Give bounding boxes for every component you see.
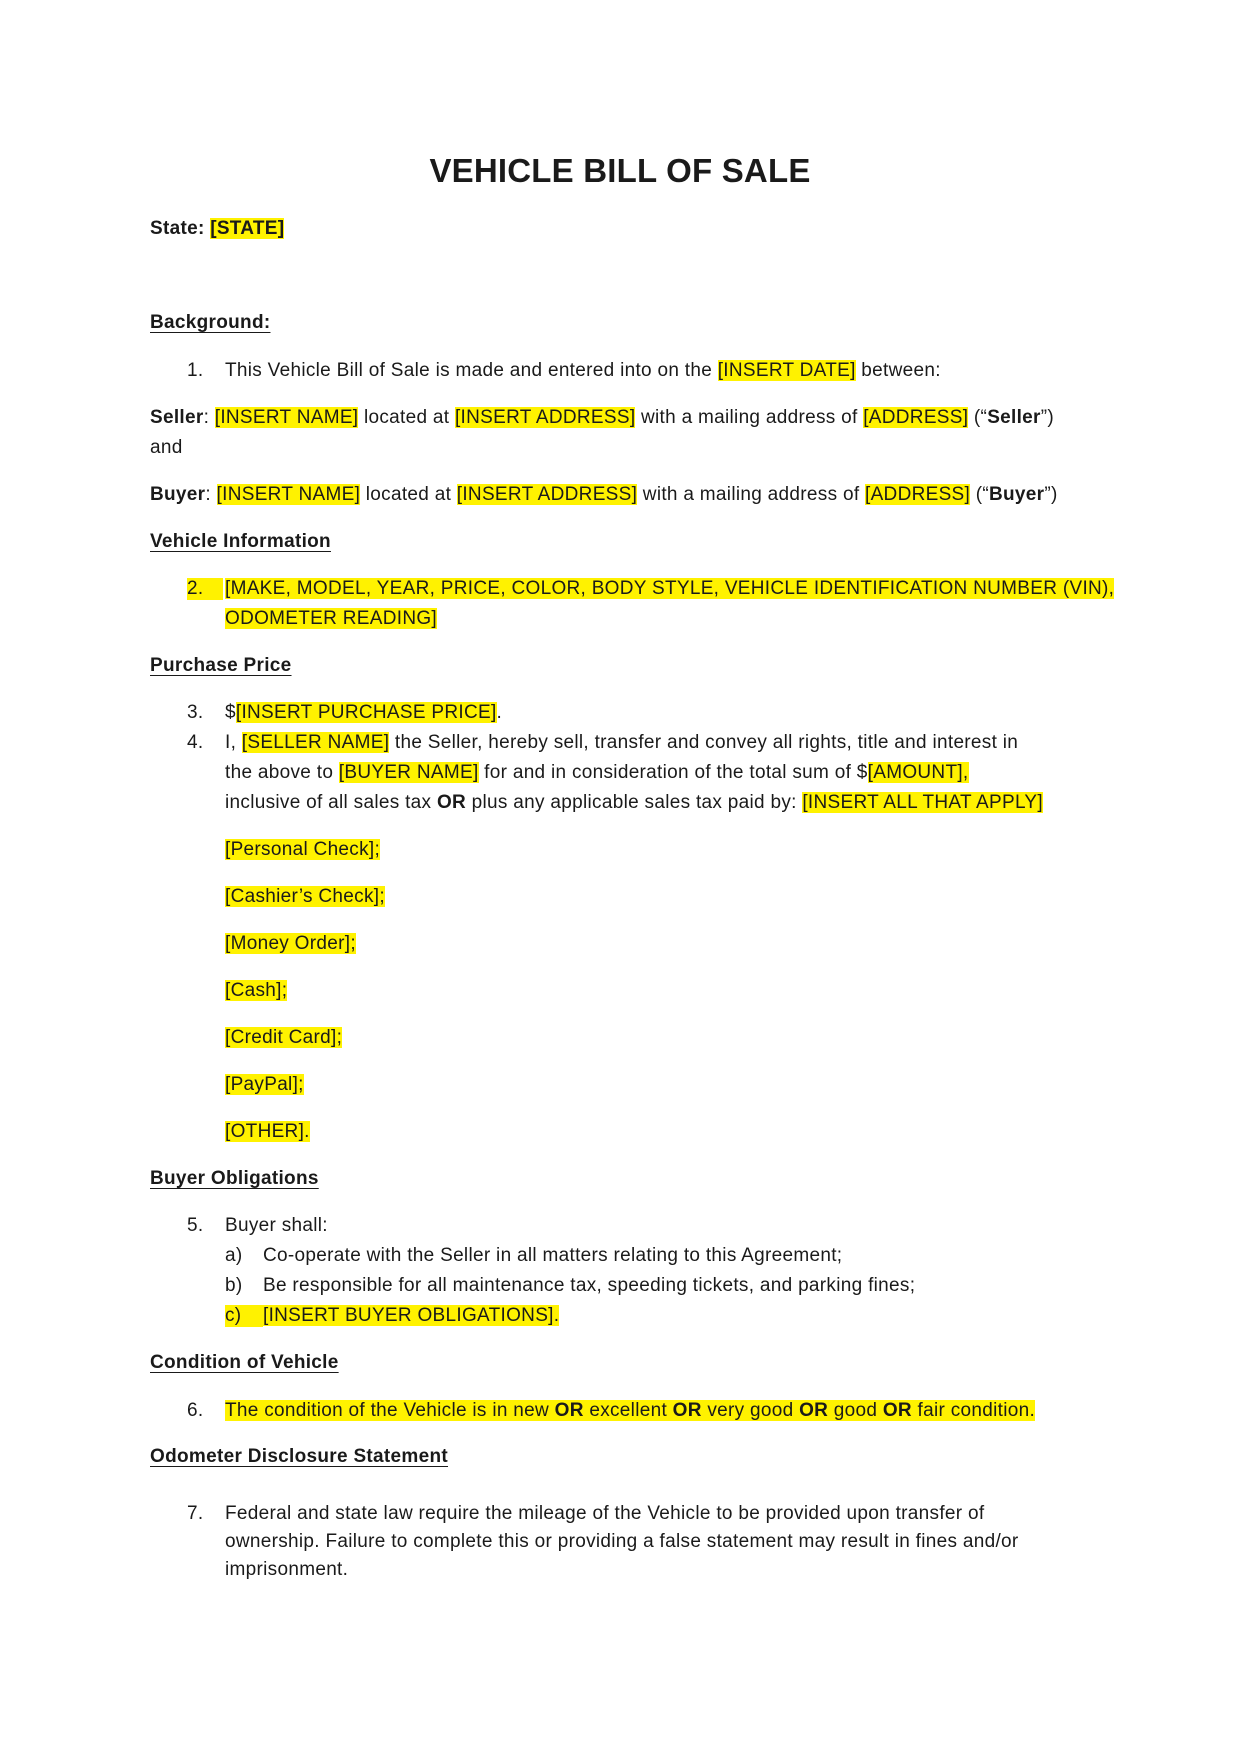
seller-colon: : [203,407,210,428]
payment-method-label: [Credit Card]; [225,1027,343,1048]
payment-method-label: [Money Order]; [225,933,356,954]
payment-method-money-order [225,933,356,955]
background-heading: Background: [150,312,271,333]
obligation-b-letter: b) [225,1275,243,1296]
buyer-shall-text: Buyer shall: [225,1215,328,1236]
condition-placeholder [225,1400,1035,1421]
purchase-price-heading: Purchase Price [150,655,292,676]
item-1-intro: This Vehicle Bill of Sale is made and entered into on the [225,360,713,381]
payment-method-label: [Cashier’s Check]; [225,886,385,907]
buyer-label: Buyer [150,484,206,505]
buyer-defined-term: Buyer [988,484,1045,505]
buyer-close-quote: ”) [1044,484,1058,505]
seller-defined-term: Seller [987,407,1041,428]
buyer-name-field: [BUYER NAME] [338,762,479,783]
condition-fair: fair condition. [917,1400,1036,1421]
odometer-text-line-1: Federal and state law require the mileage of the Vehicle to be provided upon transfer of [225,1503,985,1524]
seller-and: and [150,437,183,458]
state-line [150,218,284,240]
obligation-a-letter: a) [225,1245,243,1266]
insert-buyer-obligations-placeholder: [INSERT BUYER OBLIGATIONS]. [263,1305,560,1326]
item-4-conveyance-text: the Seller, hereby sell, transfer and convey all rights, title and interest in [394,732,1019,753]
item-number-1: 1. [187,360,204,381]
obligation-b-text: Be responsible for all maintenance tax, speeding tickets, and parking fines; [263,1275,916,1296]
condition-excellent: excellent [589,1400,668,1421]
item-number-4: 4. [187,732,204,753]
purchase-price-line [225,702,502,724]
seller-line [150,407,1054,429]
buyer-open-quote: (“ [975,484,989,505]
seller-name-placeholder: [INSERT NAME] [214,407,359,428]
buyer-mailing-placeholder: [ADDRESS] [865,484,971,505]
payment-method-label: [PayPal]; [225,1074,304,1095]
seller-open-quote: (“ [973,407,988,428]
condition-very-good: very good [707,1400,794,1421]
item-4-consideration-text: for and in consideration of the total sum of $ [484,762,868,783]
seller-name-field: [SELLER NAME] [241,732,390,753]
item-number-7: 7. [187,1503,204,1524]
insert-all-that-apply-placeholder: [INSERT ALL THAT APPLY] [802,792,1043,813]
payment-method-label: [Personal Check]; [225,839,381,860]
payment-method-cash [225,980,287,1002]
obligation-c-line [263,1305,559,1327]
purchase-price-placeholder: [INSERT PURCHASE PRICE] [235,702,497,723]
amount-placeholder: [AMOUNT], [867,762,969,783]
condition-new-text: The condition of the Vehicle is in new [225,1400,550,1421]
dollar-sign: $ [225,702,236,723]
condition-line [225,1400,1035,1422]
payment-method-label: [OTHER]. [225,1121,310,1142]
obligation-c-letter: c) [225,1305,263,1327]
item-4-i: I, [225,732,237,753]
buyer-located-at: located at [365,484,452,505]
vehicle-info-heading: Vehicle Information [150,531,331,552]
buyer-line [150,484,1058,506]
item-4-or: OR [436,792,467,813]
odometer-heading: Odometer Disclosure Statement [150,1446,449,1467]
seller-mailing-placeholder: [ADDRESS] [863,407,969,428]
condition-heading: Condition of Vehicle [150,1352,339,1373]
state-label: State: [150,218,205,239]
item-number-5: 5. [187,1215,204,1236]
item-4-above-to: the above to [225,762,334,783]
item-number-6: 6. [187,1400,204,1421]
condition-or-4: OR [882,1400,912,1421]
payment-method-personal-check [225,839,380,861]
item-4-paid-by-text: plus any applicable sales tax paid by: [471,792,797,813]
vehicle-details-line-1 [225,578,1114,600]
seller-located-at: located at [363,407,450,428]
condition-or-1: OR [554,1400,584,1421]
insert-date-placeholder: [INSERT DATE] [717,360,856,381]
item-4-sales-tax-text: inclusive of all sales tax [225,792,432,813]
odometer-text-line-3: imprisonment. [225,1559,349,1580]
condition-good: good [833,1400,878,1421]
buyer-mailing-text: with a mailing address of [642,484,860,505]
seller-close-quote: ”) [1040,407,1055,428]
item-number-2: 2. [187,578,223,600]
obligation-a-text: Co-operate with the Seller in all matters relating to this Agreement; [263,1245,843,1266]
payment-method-paypal [225,1074,304,1096]
item-1-text [225,360,941,382]
buyer-obligations-heading: Buyer Obligations [150,1168,319,1189]
condition-or-2: OR [672,1400,702,1421]
payment-method-label: [Cash]; [225,980,288,1001]
vehicle-details-placeholder-1: [MAKE, MODEL, YEAR, PRICE, COLOR, BODY STYLE, VEHICLE IDENTIFICATION NUMBER (VIN), [225,578,1115,599]
payment-method-credit-card [225,1027,342,1049]
item-4-line-2 [225,762,969,784]
item-1-between: between: [861,360,941,381]
payment-method-cashiers-check [225,886,385,908]
vehicle-details-placeholder-2: ODOMETER READING] [225,608,438,629]
condition-or-3: OR [799,1400,829,1421]
purchase-price-period: . [496,702,503,723]
buyer-colon: : [205,484,211,505]
seller-label: Seller [150,407,204,428]
payment-method-other [225,1121,310,1143]
state-placeholder: [STATE] [210,218,285,239]
buyer-name-placeholder: [INSERT NAME] [216,484,361,505]
seller-address-placeholder: [INSERT ADDRESS] [454,407,636,428]
item-4-line-3 [225,792,1043,814]
page-title: VEHICLE BILL OF SALE [429,152,811,189]
odometer-text-line-2: ownership. Failure to complete this or providing a false statement may result in fines and/or [225,1531,1019,1552]
buyer-address-placeholder: [INSERT ADDRESS] [456,484,638,505]
item-4-line-1 [225,732,1018,754]
vehicle-details-line-2 [225,608,437,630]
seller-mailing-text: with a mailing address of [641,407,858,428]
item-number-3: 3. [187,702,204,723]
